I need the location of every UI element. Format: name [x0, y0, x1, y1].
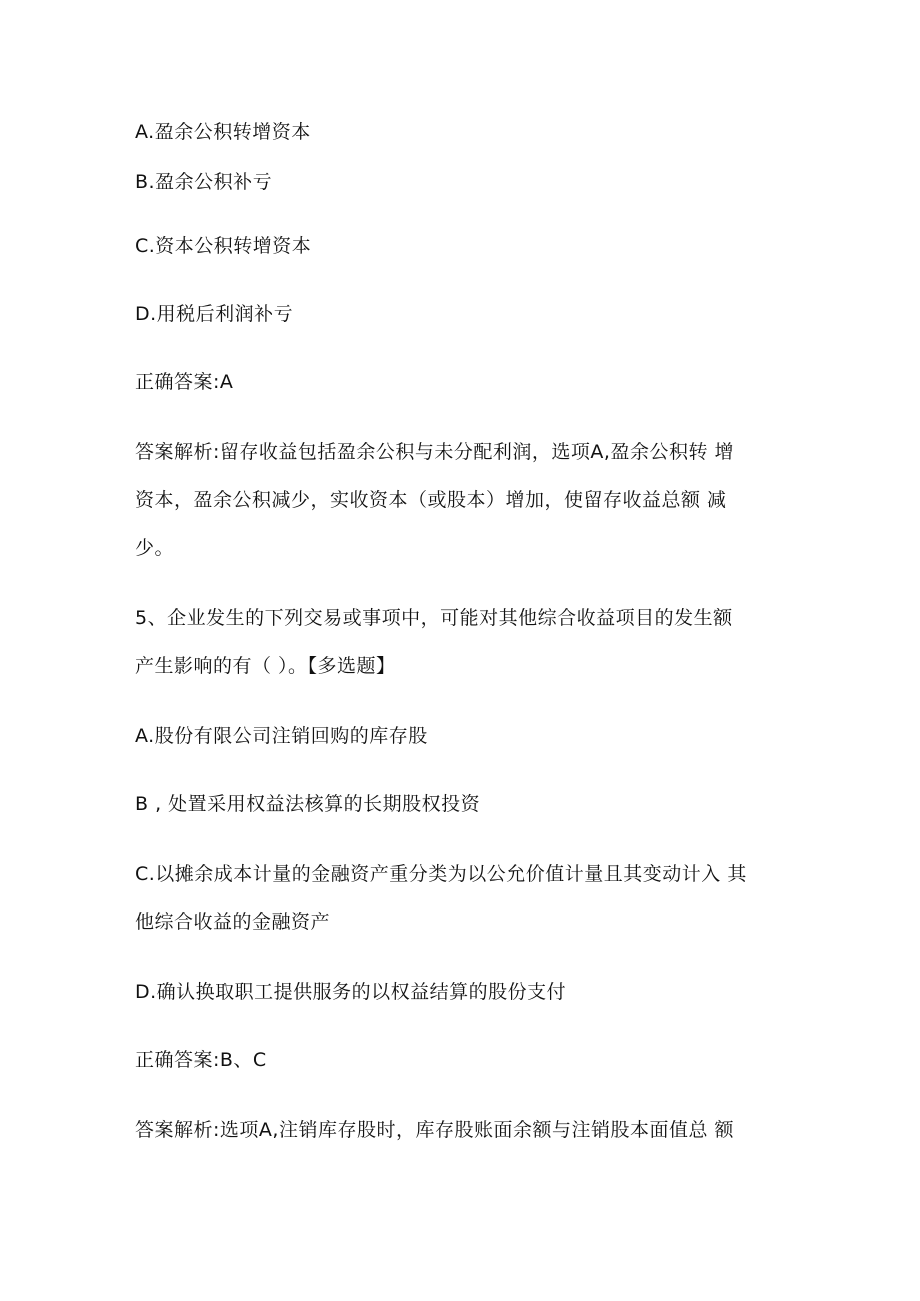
q5-answer: 正确答案:B、C [135, 1049, 267, 1071]
q5-option-c-line-2: 他综合收益的金融资产 [135, 911, 331, 933]
q4-option-a: A.盈余公积转增资本 [135, 121, 311, 143]
q4-option-c: C.资本公积转增资本 [135, 235, 312, 257]
q5-option-b: B , 处置采用权益法核算的长期股权投资 [135, 793, 481, 815]
q5-option-c-line-1: C.以摊余成本计量的金融资产重分类为以公允价值计量且其变动计入 其 [135, 863, 747, 885]
q5-stem-line-2: 产生影响的有（ ）。【多选题】 [135, 655, 396, 677]
q4-option-d: D.用税后利润补亏 [135, 303, 294, 325]
q5-option-a: A.股份有限公司注销回购的库存股 [135, 725, 428, 747]
q4-explanation-line-1: 答案解析:留存收益包括盈余公积与未分配利润，选项A,盈余公积转 增 [135, 441, 734, 463]
q5-option-d: D.确认换取职工提供服务的以权益结算的股份支付 [135, 981, 567, 1003]
q4-explanation-line-3: 少。 [135, 537, 175, 559]
q4-explanation-line-2: 资本，盈余公积减少，实收资本（或股本）增加，使留存收益总额 减 [135, 489, 727, 511]
q4-answer: 正确答案:A [135, 371, 234, 393]
q5-stem-line-1: 5、企业发生的下列交易或事项中，可能对其他综合收益项目的发生额 [135, 607, 733, 629]
q5-explanation-line-1: 答案解析:选项A,注销库存股时，库存股账面余额与注销股本面值总 额 [135, 1119, 734, 1141]
q4-option-b: B.盈余公积补亏 [135, 171, 273, 193]
